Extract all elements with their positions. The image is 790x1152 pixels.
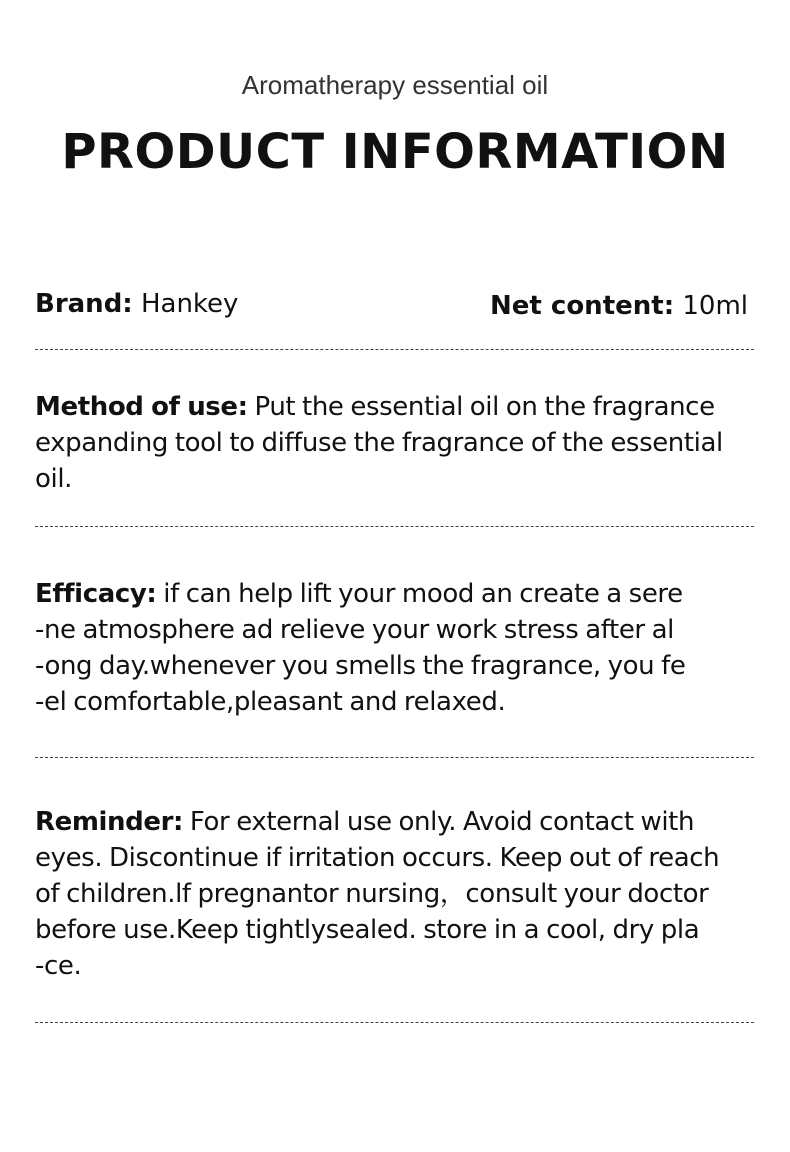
reminder-line-4: before use.Keep tightlysealed. store in a cool, dry pla <box>35 915 700 945</box>
reminder-line-5: -ce. <box>35 951 82 981</box>
net-content-info <box>490 288 748 324</box>
method-text: Put the essential oil on the fragrance <box>254 392 715 422</box>
efficacy-section <box>35 576 755 720</box>
divider <box>35 526 754 527</box>
efficacy-line-1 <box>35 576 755 612</box>
method-of-use-section <box>35 389 755 497</box>
efficacy-label: Efficacy: <box>35 579 157 609</box>
brand-value: Hankey <box>140 289 239 319</box>
divider <box>35 757 754 758</box>
reminder-label: Reminder: <box>35 807 184 837</box>
page-title: PRODUCT INFORMATION <box>61 124 729 180</box>
efficacy-line-4: -el comfortable,pleasant and relaxed. <box>35 687 506 717</box>
efficacy-text: if can help lift your mood an create a sere <box>163 579 683 609</box>
reminder-line-2: eyes. Discontinue if irritation occurs. Keep out of reach <box>35 843 720 873</box>
brand-label: Brand: <box>35 289 133 319</box>
net-content-value: 10ml <box>682 291 748 321</box>
method-line-2: expanding tool to diffuse the fragrance of the essential <box>35 428 723 458</box>
reminder-line-1 <box>35 804 755 840</box>
brand-net-content-row <box>35 286 755 326</box>
brand-info <box>35 286 238 322</box>
efficacy-line-2: -ne atmosphere ad relieve your work stress after al <box>35 615 674 645</box>
method-line-3: oil. <box>35 464 73 494</box>
method-line-1 <box>35 389 755 425</box>
reminder-line-3: of children.lf pregnantor nursing，consult your doctor <box>35 879 709 909</box>
divider <box>35 349 754 350</box>
product-subtitle: Aromatherapy essential oil <box>241 70 549 100</box>
divider <box>35 1022 754 1023</box>
efficacy-line-3: -ong day.whenever you smells the fragrance, you fe <box>35 651 686 681</box>
reminder-text: For external use only. Avoid contact with <box>189 807 695 837</box>
method-label: Method of use: <box>35 392 248 422</box>
reminder-section <box>35 804 755 984</box>
net-content-label: Net content: <box>490 291 675 321</box>
